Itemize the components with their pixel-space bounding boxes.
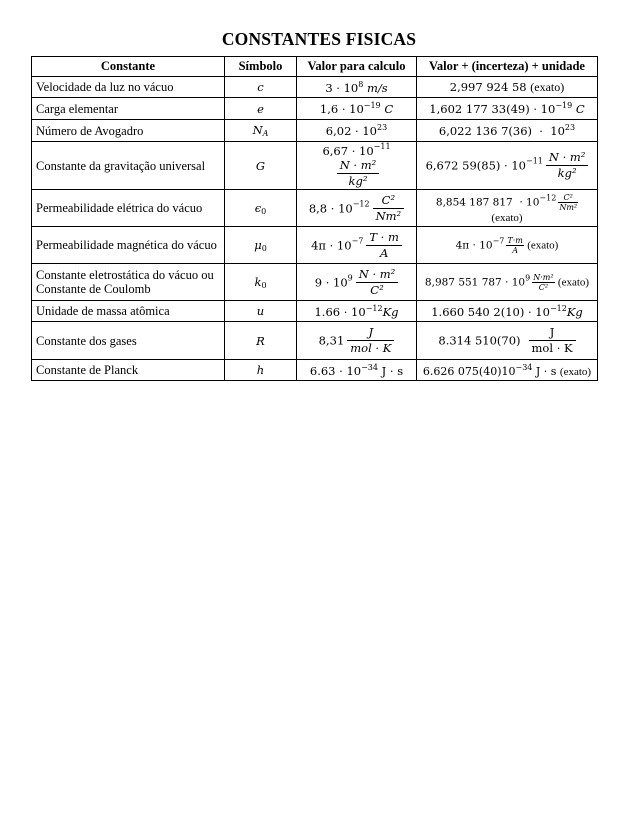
coeff: 4π · 10 — [455, 239, 493, 251]
calc-value — [297, 120, 417, 142]
full-value — [417, 322, 598, 360]
numerator: J — [347, 325, 394, 341]
row-name: Permeabilidade elétrica do vácuo — [32, 190, 225, 227]
header-calc: Valor para calculo — [297, 57, 417, 77]
exact-label: (exato) — [557, 276, 590, 288]
symbol-subscript: A — [262, 129, 269, 138]
denominator: Nm² — [559, 202, 578, 212]
calc-value — [297, 322, 417, 360]
symbol: c — [257, 80, 264, 94]
calc-value — [297, 190, 417, 227]
full-value — [417, 98, 598, 120]
table-row — [32, 360, 598, 381]
full-value — [417, 264, 598, 301]
row-name: Número de Avogadro — [32, 120, 225, 142]
calc-value — [297, 142, 417, 190]
unit-fraction — [337, 158, 380, 189]
header-symbol: Símbolo — [225, 57, 297, 77]
exponent: −19 — [363, 101, 381, 110]
row-name: Unidade de massa atômica — [32, 301, 225, 322]
table-header-row — [32, 57, 598, 77]
full-value — [417, 227, 598, 264]
exponent: −7 — [351, 236, 364, 245]
row-symbol — [225, 227, 297, 264]
exponent: −12 — [365, 303, 383, 313]
row-symbol — [225, 98, 297, 120]
denominator: Nm² — [375, 208, 402, 223]
row-symbol — [225, 77, 297, 98]
exact-label: (exato) — [530, 79, 565, 94]
unit: Kg — [566, 304, 583, 319]
calc-value — [297, 77, 417, 98]
row-symbol — [225, 301, 297, 322]
denominator: kg² — [557, 166, 577, 180]
row-name-line2: Constante de Coulomb — [36, 282, 151, 296]
coeff: 6,022 136 7(36) · 10 — [438, 124, 565, 138]
symbol-subscript: 0 — [261, 243, 267, 253]
full-value — [417, 301, 598, 322]
row-name: Constante da gravitação universal — [32, 142, 225, 190]
coeff: 8,8 · 10 — [308, 201, 353, 215]
numerator: N·m² — [533, 272, 554, 282]
calc-value — [297, 98, 417, 120]
coeff: 1,602 177 33(49) · 10 — [429, 102, 556, 116]
constants-table — [31, 56, 598, 381]
unit-fraction — [546, 150, 589, 181]
symbol-subscript: 0 — [261, 206, 267, 216]
table-row — [32, 264, 598, 301]
exponent: −12 — [539, 193, 557, 202]
coeff: 9 · 10 — [314, 275, 348, 289]
row-name: Constante dos gases — [32, 322, 225, 360]
exact-label: (exato) — [559, 365, 592, 378]
coeff: 1.66 · 10 — [314, 304, 366, 319]
row-name: Velocidade da luz no vácuo — [32, 77, 225, 98]
full-value — [417, 360, 598, 381]
row-symbol — [225, 120, 297, 142]
symbol: μ — [254, 237, 262, 252]
numerator: T · m — [366, 230, 402, 246]
unit: Kg — [382, 304, 399, 319]
unit-fraction — [373, 193, 405, 224]
full-value — [417, 142, 598, 190]
coeff: 3 · 10 — [325, 80, 359, 95]
symbol: R — [256, 333, 265, 348]
denominator: A — [379, 245, 389, 260]
denominator: A — [512, 245, 519, 255]
exponent: −34 — [361, 362, 378, 372]
exponent: −34 — [515, 362, 533, 372]
coeff: 8,854 187 817 · 10 — [435, 196, 540, 208]
unit: J · s — [535, 364, 557, 378]
denominator: kg² — [348, 174, 368, 188]
denominator: mol · K — [531, 341, 573, 355]
exponent: 8 — [358, 79, 364, 89]
row-symbol — [225, 360, 297, 381]
exponent: −11 — [373, 142, 391, 151]
symbol: e — [257, 101, 264, 116]
unit-fraction — [506, 236, 523, 255]
full-value — [417, 77, 598, 98]
table-row — [32, 227, 598, 264]
unit: C — [575, 102, 585, 116]
coeff: 8.314 510(70) — [438, 333, 521, 348]
coeff: 6,02 · 10 — [325, 124, 378, 138]
table-row — [32, 301, 598, 322]
coeff: 4π · 10 — [311, 238, 352, 252]
coeff: 1,6 · 10 — [319, 102, 364, 116]
unit-fraction — [529, 325, 576, 356]
symbol: h — [256, 363, 265, 377]
exact-label: (exato) — [527, 239, 559, 251]
denominator: C² — [370, 282, 384, 297]
exponent: −7 — [492, 236, 505, 245]
row-name: Carga elementar — [32, 98, 225, 120]
symbol: N — [252, 123, 263, 137]
unit-fraction — [532, 273, 554, 292]
coeff: 8,31 — [318, 333, 345, 348]
table-row — [32, 322, 598, 360]
calc-value — [297, 227, 417, 264]
row-name-line1: Constante eletrostática do vácuo ou — [36, 268, 214, 282]
coeff: 6.626 075(40)10 — [422, 364, 516, 378]
exponent: 23 — [564, 123, 576, 132]
unit: J · s — [381, 363, 404, 378]
symbol: ϵ — [254, 200, 262, 215]
numerator: J — [529, 325, 576, 341]
row-name: Constante de Planck — [32, 360, 225, 381]
exponent: 9 — [525, 273, 531, 282]
coeff: 1.660 540 2(10) · 10 — [431, 304, 550, 319]
unit-fraction — [347, 325, 394, 356]
exponent: 9 — [347, 273, 353, 282]
symbol: u — [256, 304, 265, 318]
table-row — [32, 77, 598, 98]
coeff: 6,672 59(85) · 10 — [425, 158, 526, 173]
page-title: CONSTANTES FISICAS — [221, 29, 417, 49]
numerator: N · m² — [356, 267, 399, 283]
calc-value — [297, 360, 417, 381]
symbol: G — [255, 158, 266, 173]
denominator: C² — [538, 282, 549, 292]
table-row — [32, 142, 598, 190]
row-symbol — [225, 322, 297, 360]
exact-label: (exato) — [491, 211, 523, 224]
exponent: −11 — [525, 156, 543, 166]
numerator: T·m — [507, 235, 523, 245]
exponent: −12 — [352, 199, 370, 208]
full-value — [417, 190, 598, 227]
row-symbol — [225, 142, 297, 190]
table-row — [32, 190, 598, 227]
header-full: Valor + (incerteza) + unidade — [417, 57, 598, 77]
coeff: 6,67 · 10 — [322, 144, 374, 158]
unit-fraction — [356, 267, 399, 298]
unit-fraction — [366, 230, 402, 261]
symbol: k — [254, 274, 262, 289]
numerator: N · m² — [546, 150, 589, 166]
row-symbol — [225, 190, 297, 227]
unit: C — [384, 102, 394, 116]
denominator: mol · K — [350, 341, 392, 355]
symbol-subscript: 0 — [261, 280, 267, 290]
table-row — [32, 120, 598, 142]
row-name — [32, 264, 225, 301]
calc-value — [297, 301, 417, 322]
calc-value — [297, 264, 417, 301]
coeff: 6.63 · 10 — [309, 363, 362, 378]
exponent: −19 — [555, 101, 573, 110]
numerator: N · m² — [337, 158, 380, 174]
exponent: 23 — [377, 123, 388, 132]
unit: m/s — [366, 80, 388, 95]
numerator: C² — [373, 193, 405, 209]
row-name: Permeabilidade magnética do vácuo — [32, 227, 225, 264]
numerator: C² — [558, 193, 578, 203]
table-row — [32, 98, 598, 120]
coeff: 8,987 551 787 · 10 — [424, 276, 526, 288]
header-constant: Constante — [32, 57, 225, 77]
unit-fraction — [558, 193, 578, 212]
full-value — [417, 120, 598, 142]
row-symbol — [225, 264, 297, 301]
exponent: −12 — [549, 303, 567, 313]
coeff: 2,997 924 58 — [449, 79, 527, 94]
